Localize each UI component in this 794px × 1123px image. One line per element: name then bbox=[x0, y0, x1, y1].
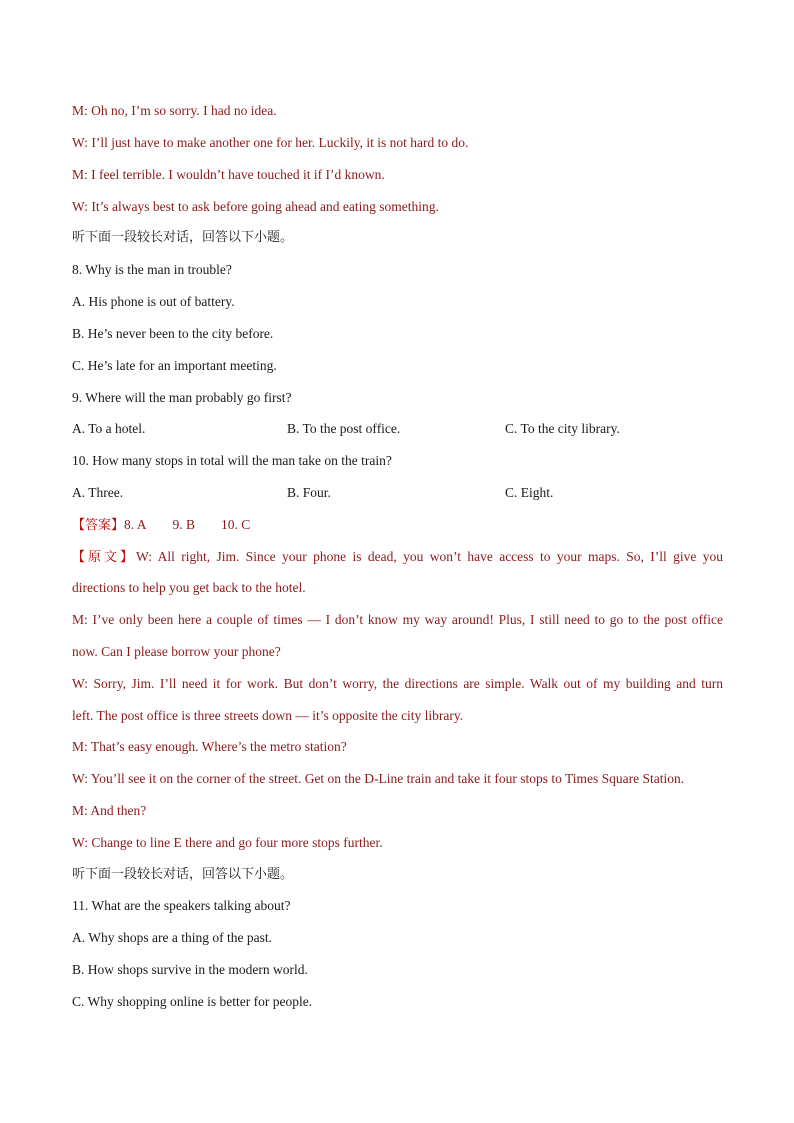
answer-line bbox=[72, 516, 723, 535]
question-8-option-b: B. He’s never been to the city before. bbox=[72, 326, 274, 341]
answer-10: 10. C bbox=[221, 517, 251, 532]
transcript-line: M: I’ve only been here a couple of times — I don’t know my way around! Plus, I still need to go to the post office bbox=[72, 612, 723, 627]
section-intro: 听下面一段较长对话，回答以下小题。 bbox=[72, 230, 294, 245]
question-9: 9. Where will the man probably go first? bbox=[72, 390, 292, 405]
section-intro: 听下面一段较长对话，回答以下小题。 bbox=[72, 867, 294, 882]
dialog-line: M: Oh no, I’m so sorry. I had no idea. bbox=[72, 103, 277, 118]
question-10-option-c: C. Eight. bbox=[505, 485, 554, 500]
question-8-option-c: C. He’s late for an important meeting. bbox=[72, 358, 277, 373]
question-10-option-b: B. Four. bbox=[287, 485, 331, 500]
transcript-line: directions to help you get back to the hotel. bbox=[72, 580, 306, 595]
transcript-text: W: All right, Jim. Since your phone is dead, you won’t have access to your maps. So, I’ll give you bbox=[135, 549, 723, 564]
transcript-line: W: Sorry, Jim. I’ll need it for work. But don’t worry, the directions are simple. Walk out of my building and turn bbox=[72, 676, 723, 691]
transcript-line: W: You’ll see it on the corner of the street. Get on the D-Line train and take it four stops to Times Square Station. bbox=[72, 771, 685, 786]
dialog-line: M: I feel terrible. I wouldn’t have touched it if I’d known. bbox=[72, 167, 385, 182]
transcript-tag: 【原文】 bbox=[72, 550, 136, 565]
question-8: 8. Why is the man in trouble? bbox=[72, 262, 232, 277]
answer-8: 8. A bbox=[124, 517, 147, 532]
question-11-option-c: C. Why shopping online is better for people. bbox=[72, 994, 313, 1009]
dialog-line: W: I’ll just have to make another one for her. Luckily, it is not hard to do. bbox=[72, 135, 469, 150]
question-9-option-c: C. To the city library. bbox=[505, 421, 620, 436]
transcript-line: M: That’s easy enough. Where’s the metro station? bbox=[72, 739, 347, 754]
question-10: 10. How many stops in total will the man take on the train? bbox=[72, 453, 392, 468]
dialog-line: W: It’s always best to ask before going ahead and eating something. bbox=[72, 199, 439, 214]
question-9-option-a: A. To a hotel. bbox=[72, 421, 146, 436]
transcript-line bbox=[72, 548, 723, 567]
transcript-line: left. The post office is three streets down — it’s opposite the city library. bbox=[72, 708, 464, 723]
transcript-line: now. Can I please borrow your phone? bbox=[72, 644, 281, 659]
question-10-option-a: A. Three. bbox=[72, 485, 124, 500]
answer-9: 9. B bbox=[172, 517, 196, 532]
question-11-option-b: B. How shops survive in the modern world. bbox=[72, 962, 308, 977]
transcript-line: W: Change to line E there and go four more stops further. bbox=[72, 835, 383, 850]
question-9-option-b: B. To the post office. bbox=[287, 421, 401, 436]
transcript-line: M: And then? bbox=[72, 803, 147, 818]
question-11-option-a: A. Why shops are a thing of the past. bbox=[72, 930, 272, 945]
answer-tag: 【答案】 bbox=[72, 518, 125, 533]
question-8-option-a: A. His phone is out of battery. bbox=[72, 294, 235, 309]
question-11: 11. What are the speakers talking about? bbox=[72, 898, 291, 913]
